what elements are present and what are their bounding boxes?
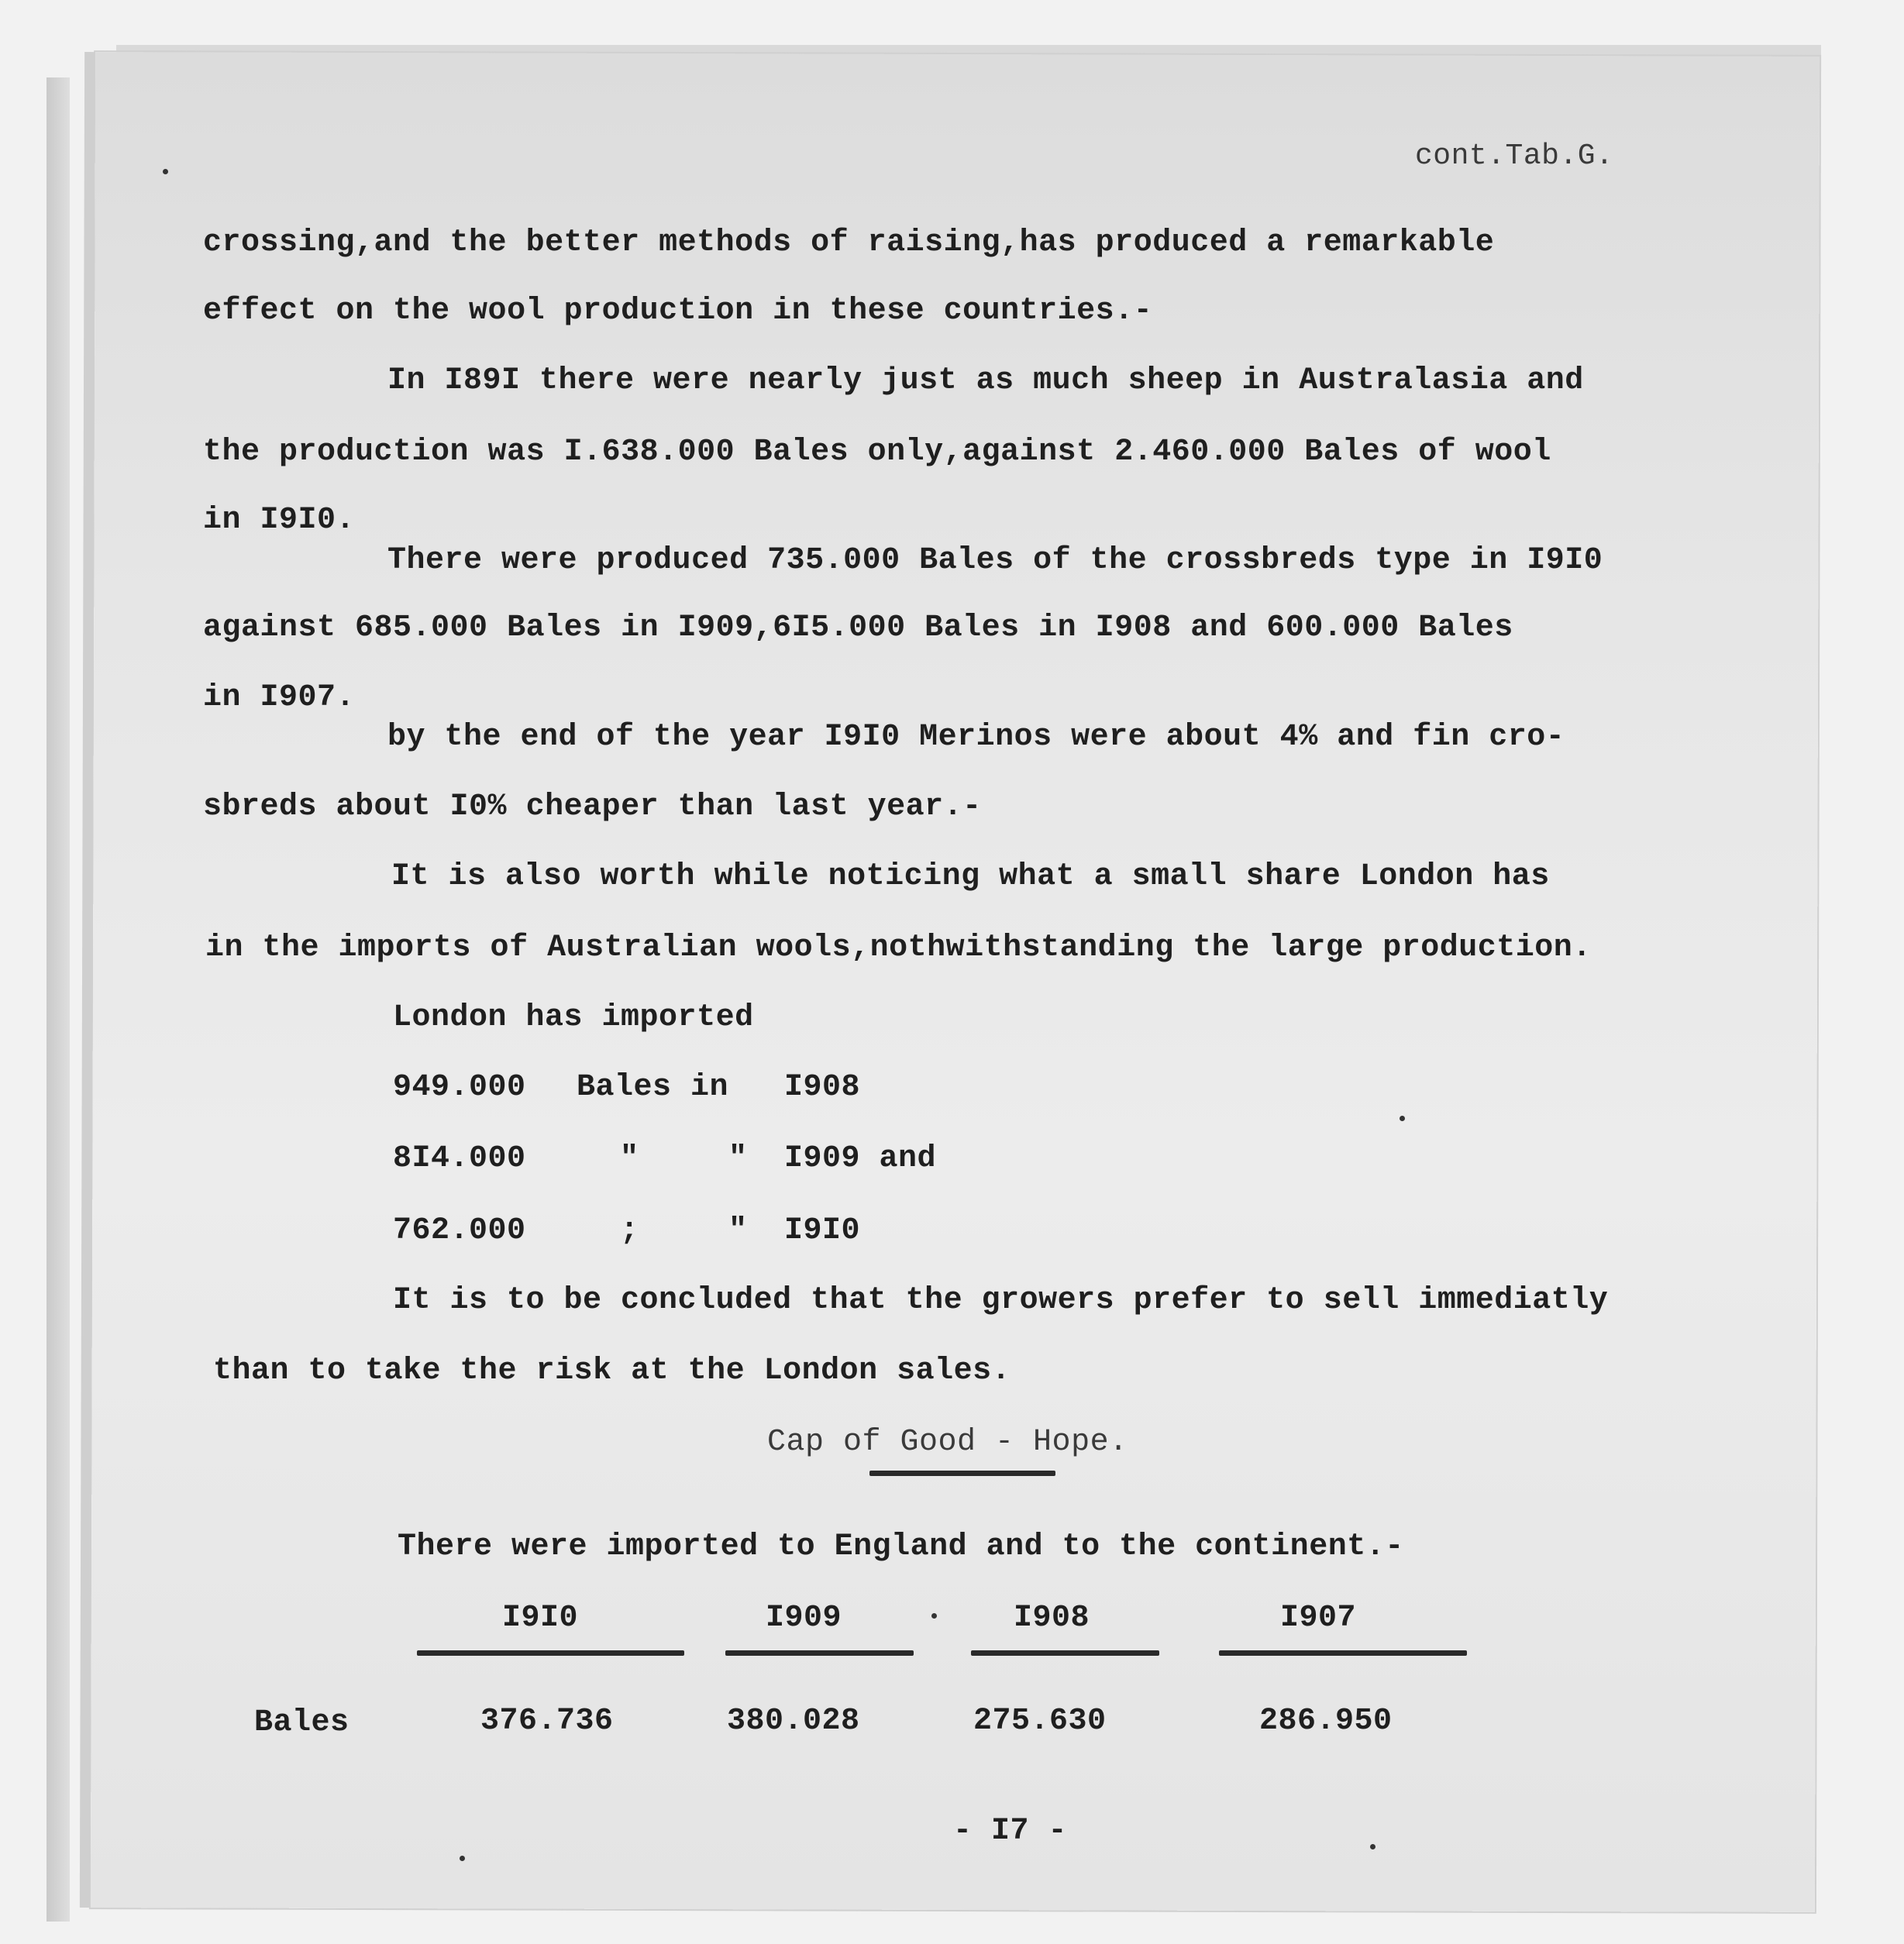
paper-speck [1400,1116,1405,1121]
body-line-9: by the end of the year I9I0 Merinos were about 4% and fin cro- [387,720,1565,755]
import-unit: Bales in [577,1070,729,1105]
section-intro: There were imported to England and to the continent.- [398,1529,1404,1564]
body-line-3: In I89I there were nearly just as much sheep in Australasia and [387,363,1584,398]
import-amount: 762.000 [393,1213,526,1248]
paper-speck [163,169,168,174]
table-year-header: I908 [1014,1601,1090,1636]
table-year-header: I907 [1280,1601,1357,1636]
table-header-rule [971,1650,1159,1656]
body-line-8: in I907. [203,680,356,715]
table-header-rule [725,1650,914,1656]
table-year-header: I909 [766,1601,842,1636]
ditto-mark: " [728,1141,748,1176]
body-line-13: London has imported [393,1000,754,1035]
table-header-rule [417,1650,684,1656]
import-year: I909 and [784,1141,937,1176]
table-cell: 376.736 [480,1704,614,1739]
table-cell: 380.028 [727,1704,860,1739]
table-cell: 286.950 [1259,1704,1393,1739]
body-line-1: crossing,and the better methods of raising,has produced a remarkable [203,225,1495,260]
body-line-7: against 685.000 Bales in I909,6I5.000 Bales in I908 and 600.000 Bales [203,611,1513,645]
body-line-12: in the imports of Australian wools,nothwithstanding the large production. [205,931,1592,965]
section-title-underline [869,1471,1055,1476]
import-amount: 8I4.000 [393,1141,526,1176]
import-year: I908 [784,1070,861,1105]
body-line-6: There were produced 735.000 Bales of the crossbreds type in I9I0 [387,543,1603,578]
section-title: Cap of Good - Hope. [767,1425,1128,1460]
header-ref: cont.Tab.G. [1415,139,1614,173]
ditto-mark: ; [620,1213,639,1248]
body-line-11: It is also worth while noticing what a small share London has [391,859,1550,894]
typewritten-page [91,52,1820,1912]
import-year: I9I0 [784,1213,861,1248]
table-cell: 275.630 [973,1704,1107,1739]
page-shadow-left [46,77,70,1922]
body-line-4: the production was I.638.000 Bales only,against 2.460.000 Bales of wool [203,435,1551,470]
table-year-header: I9I0 [502,1601,579,1636]
import-amount: 949.000 [393,1070,526,1105]
body-line-10: sbreds about I0% cheaper than last year.- [203,790,982,824]
table-row-label: Bales [254,1705,349,1740]
ditto-mark: " [728,1213,748,1248]
table-header-rule [1219,1650,1467,1656]
body-line-2: effect on the wool production in these countries.- [203,294,1153,329]
paper-speck [1370,1844,1375,1849]
page-number: - I7 - [953,1814,1068,1849]
conclusion-line-2: than to take the risk at the London sales. [213,1354,1011,1388]
paper-speck [460,1856,465,1861]
ditto-mark: " [620,1141,639,1176]
conclusion-line-1: It is to be concluded that the growers prefer to sell immediatly [393,1283,1609,1318]
body-line-5: in I9I0. [203,503,356,538]
paper-speck [931,1613,937,1619]
